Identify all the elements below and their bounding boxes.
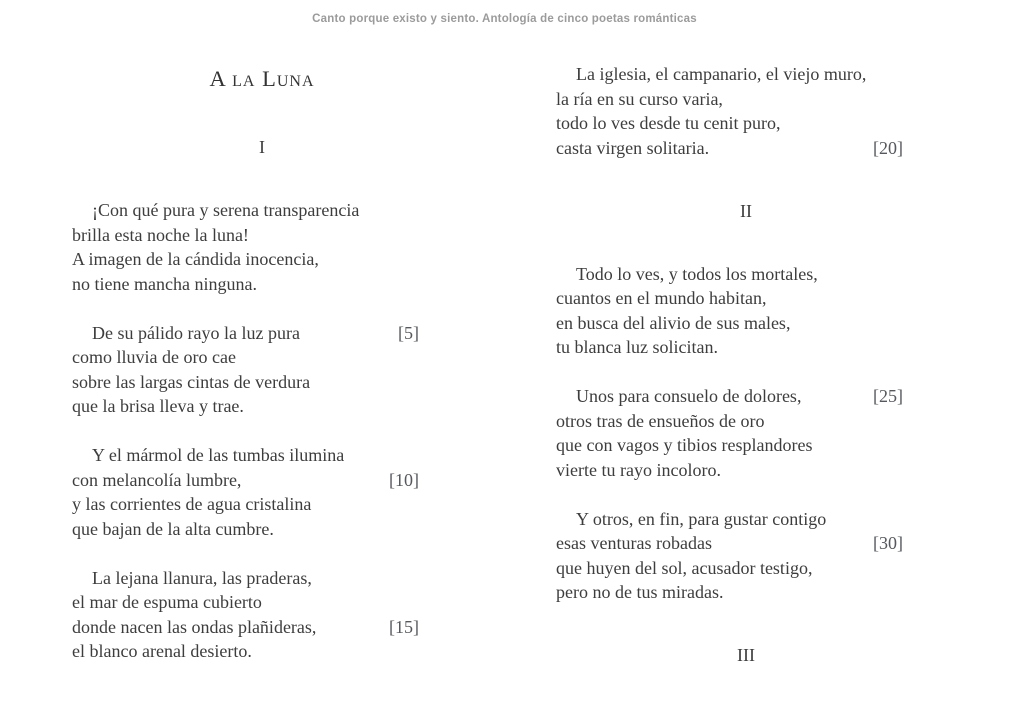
verse-line <box>72 639 419 664</box>
poem-column-right <box>556 0 936 668</box>
section-heading: I <box>259 137 265 157</box>
verse-line <box>72 615 419 640</box>
verse-line <box>556 87 903 112</box>
verse-line-number: [10] <box>389 469 419 490</box>
verse-line-number: [25] <box>873 386 903 406</box>
verse-line <box>72 517 419 542</box>
stanza <box>556 262 936 360</box>
stanza <box>556 62 936 160</box>
verse-line-number: [20] <box>873 137 903 158</box>
verse-line <box>556 531 903 556</box>
verse-line <box>72 468 419 493</box>
stanza <box>72 443 452 541</box>
verse-line-text: Y el mármol de las tumbas ilumina <box>92 445 345 465</box>
verse-line <box>556 111 903 136</box>
verse-line <box>72 198 419 223</box>
book-running-header: Canto porque existo y siento. Antología de cinco poetas románticas <box>312 13 697 25</box>
verse-line <box>556 580 903 605</box>
verse-line-text: como lluvia de oro cae <box>72 347 236 367</box>
verse-line <box>556 433 903 458</box>
verse-line-number: [5] <box>398 322 419 343</box>
verse-line <box>556 556 903 581</box>
verse-line <box>556 136 903 161</box>
verse-line <box>72 321 419 346</box>
verse-line <box>72 394 419 419</box>
verse-line <box>72 345 419 370</box>
verse-line-text: La iglesia, el campanario, el viejo muro, <box>576 64 867 84</box>
section-heading: III <box>737 645 755 665</box>
verse-line-text: Unos para consuelo de dolores, <box>576 386 802 406</box>
verse-line <box>556 458 903 483</box>
poem-column-left <box>72 0 452 668</box>
stanza <box>72 566 452 664</box>
verse-line-text: todo lo ves desde tu cenit puro, <box>556 113 781 133</box>
verse-line-text: donde nacen las ondas plañideras, <box>72 616 317 637</box>
verse-line-text: sobre las largas cintas de verdura <box>72 371 311 392</box>
verse-line-text: que la brisa lleva y trae. <box>72 396 244 416</box>
verse-line <box>72 566 419 591</box>
verse-line-text: tu blanca luz solicitan. <box>556 337 718 357</box>
verse-line-text: Y otros, en fin, para gustar contigo <box>576 508 827 529</box>
verse-line <box>72 492 419 517</box>
stanza <box>556 507 936 605</box>
verse-line-text: Todo lo ves, y todos los mortales, <box>576 263 818 284</box>
verse-line-text: que con vagos y tibios resplandores <box>556 435 813 455</box>
verse-line <box>556 335 903 360</box>
verse-line-text: y las corrientes de agua cristalina <box>72 494 312 514</box>
stanza <box>556 384 936 482</box>
verse-line <box>72 443 419 468</box>
verse-line <box>72 272 419 297</box>
verse-line <box>72 223 419 248</box>
verse-line <box>72 370 419 395</box>
verse-line-text: con melancolía lumbre, <box>72 469 242 490</box>
verse-line <box>556 409 903 434</box>
verse-line-text: brilla esta noche la luna! <box>72 224 249 245</box>
verse-line-text: el blanco arenal desierto. <box>72 641 252 661</box>
verse-line <box>556 384 903 409</box>
verse-line <box>556 286 903 311</box>
verse-line-text: la ría en su curso varia, <box>556 88 723 109</box>
verse-line-text: ¡Con qué pura y serena transparencia <box>92 200 360 220</box>
verse-line-number: [30] <box>873 533 903 553</box>
poem-title: A la Luna <box>209 66 315 91</box>
verse-line-text: cuantos en el mundo habitan, <box>556 288 767 308</box>
verse-line <box>556 62 903 87</box>
verse-line <box>556 507 903 532</box>
verse-line-text: vierte tu rayo incoloro. <box>556 459 721 480</box>
verse-line-text: casta virgen solitaria. <box>556 137 710 158</box>
verse-line-text: no tiene mancha ninguna. <box>72 273 257 294</box>
verse-line-text: el mar de espuma cubierto <box>72 592 262 612</box>
verse-line-text: que huyen del sol, acusador testigo, <box>556 557 813 578</box>
verse-line-text: pero no de tus miradas. <box>556 582 724 602</box>
verse-line-text: otros tras de ensueños de oro <box>556 410 765 431</box>
poem-page <box>72 0 936 668</box>
verse-line <box>72 590 419 615</box>
verse-line-text: La lejana llanura, las praderas, <box>92 567 312 588</box>
verse-line <box>556 311 903 336</box>
verse-line-text: que bajan de la alta cumbre. <box>72 518 274 539</box>
stanza <box>72 321 452 419</box>
verse-line-text: A imagen de la cándida inocencia, <box>72 249 319 269</box>
verse-line <box>72 247 419 272</box>
verse-line-text: De su pálido rayo la luz pura <box>92 322 300 343</box>
verse-line <box>556 262 903 287</box>
section-heading: II <box>740 200 752 221</box>
stanza <box>72 198 452 296</box>
verse-line-text: en busca del alivio de sus males, <box>556 312 791 333</box>
verse-line-number: [15] <box>389 616 419 637</box>
verse-line-text: esas venturas robadas <box>556 533 712 553</box>
